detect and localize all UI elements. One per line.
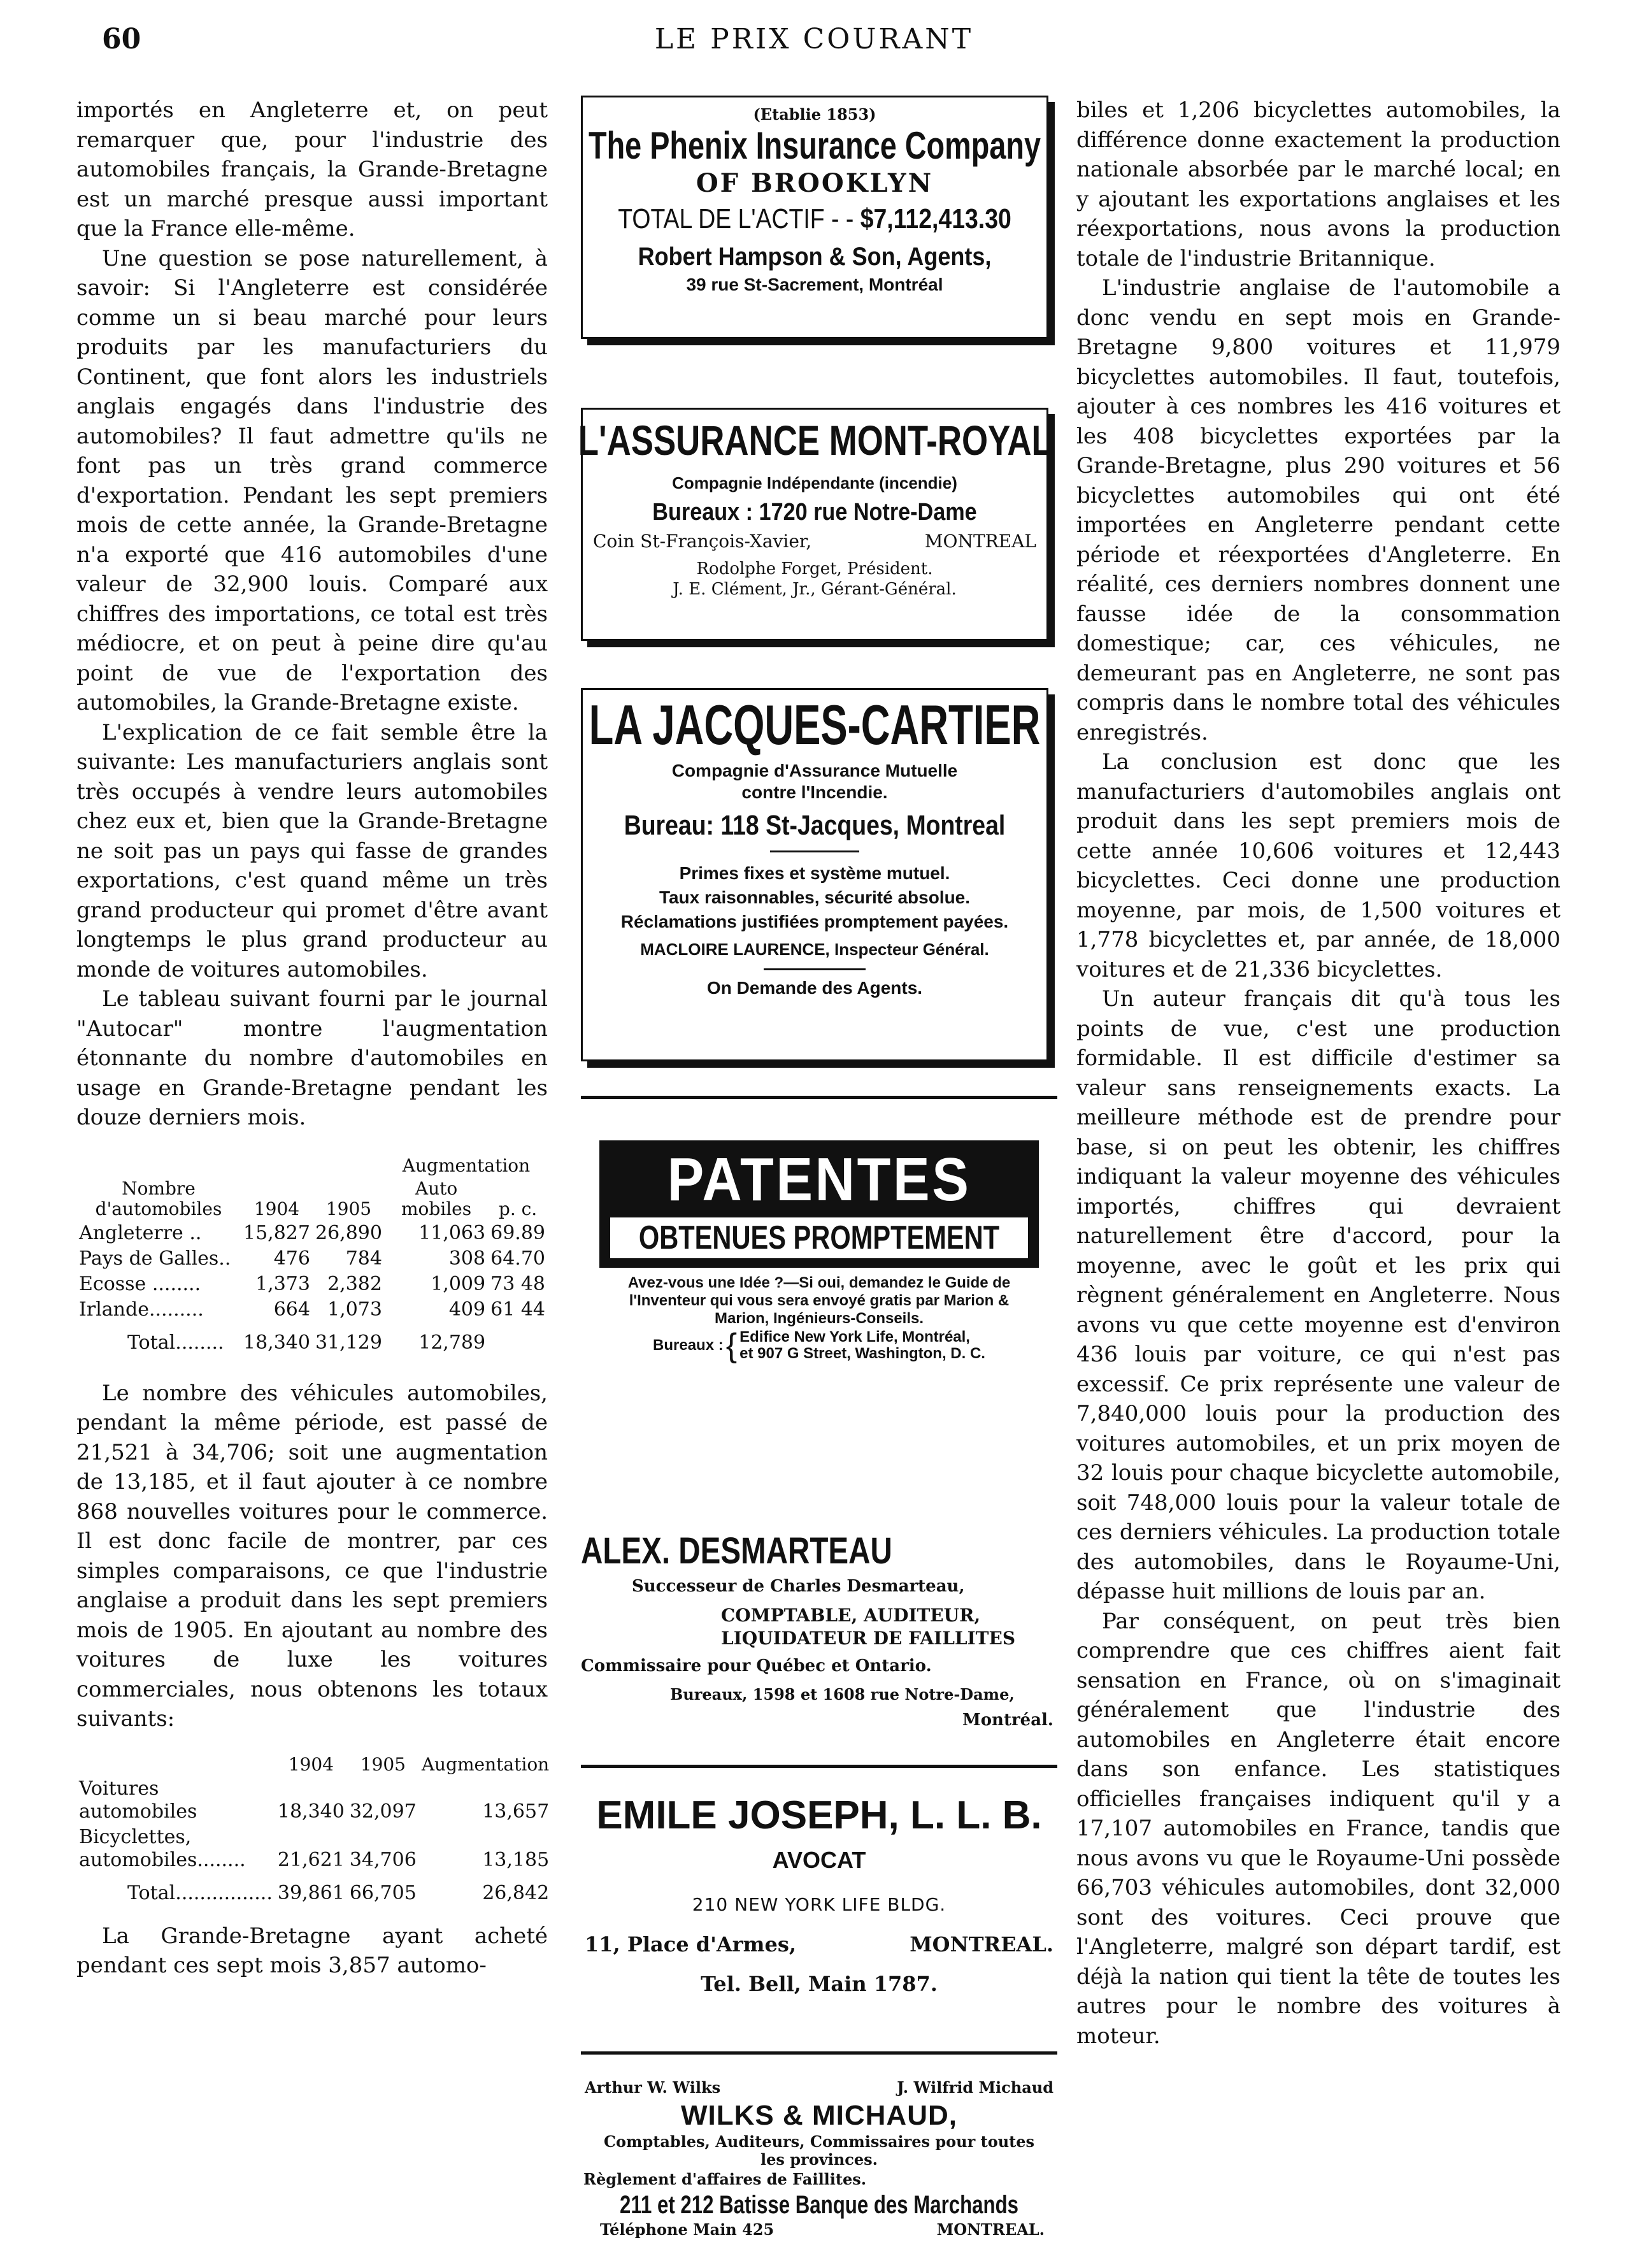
totals-header-augmentation: Augmentation <box>421 1753 550 1775</box>
page-number: 60 <box>102 23 141 55</box>
desmarteau-successor: Successeur de Charles Desmarteau, <box>632 1577 965 1596</box>
jacques-subtitle: Compagnie d'Assurance Mutuelle contre l'Incendie. <box>671 761 958 802</box>
montroyal-president: Rodolphe Forget, Président. <box>696 559 933 578</box>
phenix-name: The Phenix Insurance Company <box>589 124 1041 167</box>
right-paragraph-4: Un auteur français dit qu'à tous les points de vue, c'est une production formidable. Il est difficile d'estimer sa valeur sans renseignements exacts. La meilleure méthode est de prendre pour base, si on peut les obtenir, les chiffres indiquant la valeur moyenne des véhicules importés, chiffres qui devraient naturellement être d'accord, pour la moyenne, avec le goût et les prix qui règnent généralement en Angleterre. Nous avons vu que cette moyenne est d'environ 436 louis par voiture, ce qui n'est pas excessif. Ce prix représente une valeur de 7,840,000 louis pour la production des voitures automobiles, et un prix moyen de 32 louis pour chaque bicyclette automobile, soit 748,000 louis pour la valeur totale de ces derniers véhicules. La production totale des automobiles, dans le Royaume-Uni, dépasse huit millions de louis par an. <box>1076 986 1560 1604</box>
montroyal-office: Bureaux : 1720 rue Notre-Dame <box>652 499 977 526</box>
ad-jacques-cartier <box>581 688 1048 1061</box>
montroyal-city: MONTREAL <box>924 531 1036 552</box>
right-paragraph-5: Par conséquent, on peut très bien comprendre que ces chiffres aient fait sensation en France, où on s'imaginait généralement que l'industrie des automobiles en Angleterre était encore dans son enfance. Les statistiques officielles françaises indiquent qu'il y a 17,107 automobiles en France, tandis que nous avons vu que le Royaume-Uni possède 66,703 véhicules automobiles, dont 32,000 sont des voitures. Ceci prouve que l'Angleterre, malgré son départ tardif, est déjà la nation qui tient la tête de toutes les autres pour le nombre des voitures à moteur. <box>1076 1608 1560 2049</box>
joseph-tel: Tel. Bell, Main 1787. <box>701 1972 938 1996</box>
joseph-name: EMILE JOSEPH, L. L. B. <box>596 1793 1042 1837</box>
right-column <box>1076 96 1560 2051</box>
patentes-address-2: et 907 G Street, Washington, D. C. <box>739 1345 985 1362</box>
left-column <box>76 96 548 1981</box>
table-header-automobiles: Auto mobiles <box>401 1177 472 1219</box>
jacques-agents: On Demande des Agents. <box>706 978 923 998</box>
jacques-office: Bureau: 118 St-Jacques, Montreal <box>624 810 1006 841</box>
joseph-building: 210 NEW YORK LIFE BLDG. <box>692 1894 946 1915</box>
table-header-label: Nombre d'automobiles <box>95 1177 222 1219</box>
wilks-faillites: Règlement d'affaires de Faillites. <box>583 2170 867 2188</box>
table-header-percent: p. c. <box>498 1198 538 1219</box>
joseph-place: 11, Place d'Armes, <box>585 1932 796 1956</box>
desmarteau-name: ALEX. DESMARTEAU <box>581 1530 892 1572</box>
jacques-inspector: MACLOIRE LAURENCE, Inspecteur Général. <box>640 940 989 959</box>
patentes-text: Avez-vous une Idée ?—Si oui, demandez le Guide de l'Inventeur qui vous sera envoyé gratis par Marion & Marion, Ingénieurs-Conseils. <box>627 1274 1011 1327</box>
patentes-subtitle: OBTENUES PROMPTEMENT <box>638 1219 1000 1256</box>
totals-header-1904: 1904 <box>288 1753 334 1775</box>
wilks-city: MONTREAL. <box>936 2220 1045 2239</box>
right-paragraph-3: La conclusion est donc que les manufacturiers d'automobiles anglais ont produit dans les sept premiers mois de cette année 10,606 voitures et 12,443 bicyclettes. Ceci donne une production moyenne, par mois, de 1,500 voitures et 1,778 bicyclettes et, par année, de 18,000 voitures et de 21,336 bicyclettes. <box>1076 749 1560 982</box>
desmarteau-office: Bureaux, 1598 et 1608 rue Notre-Dame, <box>670 1685 1015 1704</box>
wilks-name: WILKS & MICHAUD, <box>681 2100 957 2131</box>
totals-table <box>76 1753 552 1906</box>
montroyal-name: L'ASSURANCE MONT-ROYAL <box>578 417 1052 464</box>
left-paragraph-6: La Grande-Bretagne ayant acheté pendant ces sept mois 3,857 automo- <box>76 1923 548 1978</box>
left-paragraph-3: L'explication de ce fait semble être la suivante: Les manufacturiers anglais sont très occupés à vendre leurs automobiles chez eux et, bien que la Grande-Bretagne ne soit pas un pays qui fasse de grandes exportations, c'est quand même un très grand producteur qui promet d'être avant longtemps le plus grand producteur au monde de voitures automobiles. <box>76 719 548 982</box>
patentes-bureaux-label: Bureaux : <box>653 1337 724 1354</box>
montroyal-corner: Coin St-François-Xavier, <box>593 531 812 552</box>
ad-separator <box>581 1096 1057 1099</box>
automobiles-table <box>76 1154 548 1356</box>
phenix-established: (Etablie 1853) <box>753 105 876 124</box>
left-paragraph-1: importés en Angleterre et, on peut remarquer que, pour l'industrie des automobiles français, la Grande-Bretagne est un marché presque aussi important que la France elle-même. <box>76 97 548 241</box>
joseph-title: AVOCAT <box>772 1847 866 1873</box>
desmarteau-city: Montréal. <box>962 1711 1053 1730</box>
left-paragraph-4: Le tableau suivant fourni par le journal "Autocar" montre l'augmentation étonnante du nombre d'automobiles en usage en Grande-Bretagne pendant les douze derniers mois. <box>76 986 548 1130</box>
wilks-person-2: J. Wilfrid Michaud <box>897 2078 1053 2097</box>
wilks-tel: Téléphone Main 425 <box>600 2220 775 2239</box>
ad-desmarteau <box>581 1529 1057 1758</box>
phenix-address: 39 rue St-Sacrement, Montréal <box>686 275 943 294</box>
phenix-agents: Robert Hampson & Son, Agents, <box>638 243 992 271</box>
ad-separator <box>581 1765 1057 1768</box>
desmarteau-role-1: COMPTABLE, AUDITEUR, <box>721 1605 981 1626</box>
ad-phenix-insurance <box>581 96 1048 339</box>
ad-wilks-michaud <box>581 2077 1057 2268</box>
montroyal-subtitle: Compagnie Indépendante (incendie) <box>672 473 957 492</box>
wilks-address: 211 et 212 Batisse Banque des Marchands <box>619 2191 1019 2219</box>
table-total-row: Total................ 39,861 66,705 26,842 <box>127 1881 550 1904</box>
table-header-1904: 1904 <box>253 1198 300 1219</box>
phenix-assets-value: $7,112,413.30 <box>860 203 1011 234</box>
ad-patentes: PATENTES OBTENUES PROMPTEMENT Avez-vous une Idée ?—Si oui, demandez le Guide de l'Inventeur qui vous sera envoyé gratis par Marion & Marion, Ingénieurs-Conseils. Bureaux : { Edifice New York Life, Montréal, et 907 G Street, Washington, D. C. <box>581 1140 1057 1472</box>
jacques-line-3: Réclamations justifiées promptement payées. <box>620 912 1009 931</box>
desmarteau-commission: Commissaire pour Québec et Ontario. <box>581 1656 932 1676</box>
right-paragraph-1: biles et 1,206 bicyclettes automobiles, la différence donne exactement la production nationale absorbée par le marché local; en y ajoutant les exportations anglaises et les réexportations, nous avons la production totale de l'industrie Britannique. <box>1076 97 1560 271</box>
table-row: Angleterre .. 15,827 26,890 11,063 69.89 <box>79 1221 545 1244</box>
wilks-roles: Comptables, Auditeurs, Commissaires pour toutes les provinces. <box>603 2132 1035 2169</box>
phenix-city: OF BROOKLYN <box>696 168 934 198</box>
table-row: Bicyclettes, automobiles........ 21,621 34,706 13,185 <box>79 1825 550 1871</box>
totals-header-1905: 1905 <box>360 1753 406 1775</box>
table-row: Ecosse ........ 1,373 2,382 1,009 73 48 <box>79 1272 545 1295</box>
left-paragraph-2: Une question se pose naturellement, à savoir: Si l'Angleterre est considérée comme un si beau marché pour leurs produits par les manufacturiers du Continent, que font alors les industriels anglais engagés dans l'industrie des automobiles? Il faut admettre qu'ils ne font pas un très grand commerce d'exportation. Pendant les sept premiers mois de cette année, la Grande-Bretagne n'a exporté que 416 automobiles d'une valeur de 32,900 louis. Comparé aux chiffres des importations, ce total est très médiocre, et on peut à peine dire qu'au point de vue de l'exportation des automobiles, la Grande-Bretagne existe. <box>76 245 548 715</box>
running-title: LE PRIX COURANT <box>654 23 974 55</box>
patentes-title: PATENTES <box>667 1145 971 1214</box>
joseph-city: MONTREAL. <box>910 1932 1053 1956</box>
wilks-person-1: Arthur W. Wilks <box>585 2078 721 2097</box>
jacques-line-2: Taux raisonnables, sécurité absolue. <box>659 887 971 907</box>
table-row: Irlande......... 664 1,073 409 61 44 <box>79 1298 545 1321</box>
phenix-assets-label: TOTAL DE L'ACTIF - - <box>618 203 854 234</box>
ad-separator <box>581 2051 1057 2055</box>
ad-mont-royal <box>578 408 1052 641</box>
table-row: Voitures automobiles 18,340 32,097 13,657 <box>79 1777 550 1823</box>
table-header-augmentation: Augmentation <box>402 1154 531 1176</box>
page-header <box>0 0 1628 70</box>
ad-emile-joseph <box>581 1790 1057 2045</box>
desmarteau-role-2: LIQUIDATEUR DE FAILLITES <box>721 1628 1016 1649</box>
jacques-line-1: Primes fixes et système mutuel. <box>679 863 950 883</box>
right-paragraph-2: L'industrie anglaise de l'automobile a donc vendu en sept mois en Grande-Bretagne 9,800 voitures et 11,979 bicyclettes automobiles. Il faut, toutefois, ajouter à ces nombres les 416 voitures et les 408 bicyclettes exportées par la Grande-Bretagne, plus 290 voitures et 56 bicyclettes automobiles qui ont été importées en Angleterre pendant cette période et réexportées d'Angleterre. En réalité, ces derniers nombres donnent une fausse idée de la consommation domestique; car, ces véhicules, ne demeurant pas en Angleterre, ne sont pas compris dans le nombre total des véhicules enregistrés. <box>1076 275 1560 745</box>
montroyal-manager: J. E. Clément, Jr., Gérant-Général. <box>673 580 957 599</box>
table-row: Pays de Galles.. 476 784 308 64.70 <box>79 1247 545 1270</box>
patentes-address-1: Edifice New York Life, Montréal, <box>739 1328 970 1346</box>
table-total-row: Total........ 18,340 31,129 12,789 <box>127 1331 486 1354</box>
left-paragraph-5: Le nombre des véhicules automobiles, pendant la même période, est passé de 21,521 à 34,706; soit une augmentation de 13,185, et il faut ajouter à ce nombre 868 nouvelles voitures pour le commerce. Il est donc facile de montrer, par ces simples comparaisons, ce que l'industrie anglaise a produit dans les sept premiers mois de 1905. En ajoutant au nombre des voitures de luxe les voitures commerciales, nous obtenons les totaux suivants: <box>76 1380 548 1732</box>
jacques-name: LA JACQUES-CARTIER <box>589 693 1041 756</box>
table-header-1905: 1905 <box>325 1198 372 1219</box>
